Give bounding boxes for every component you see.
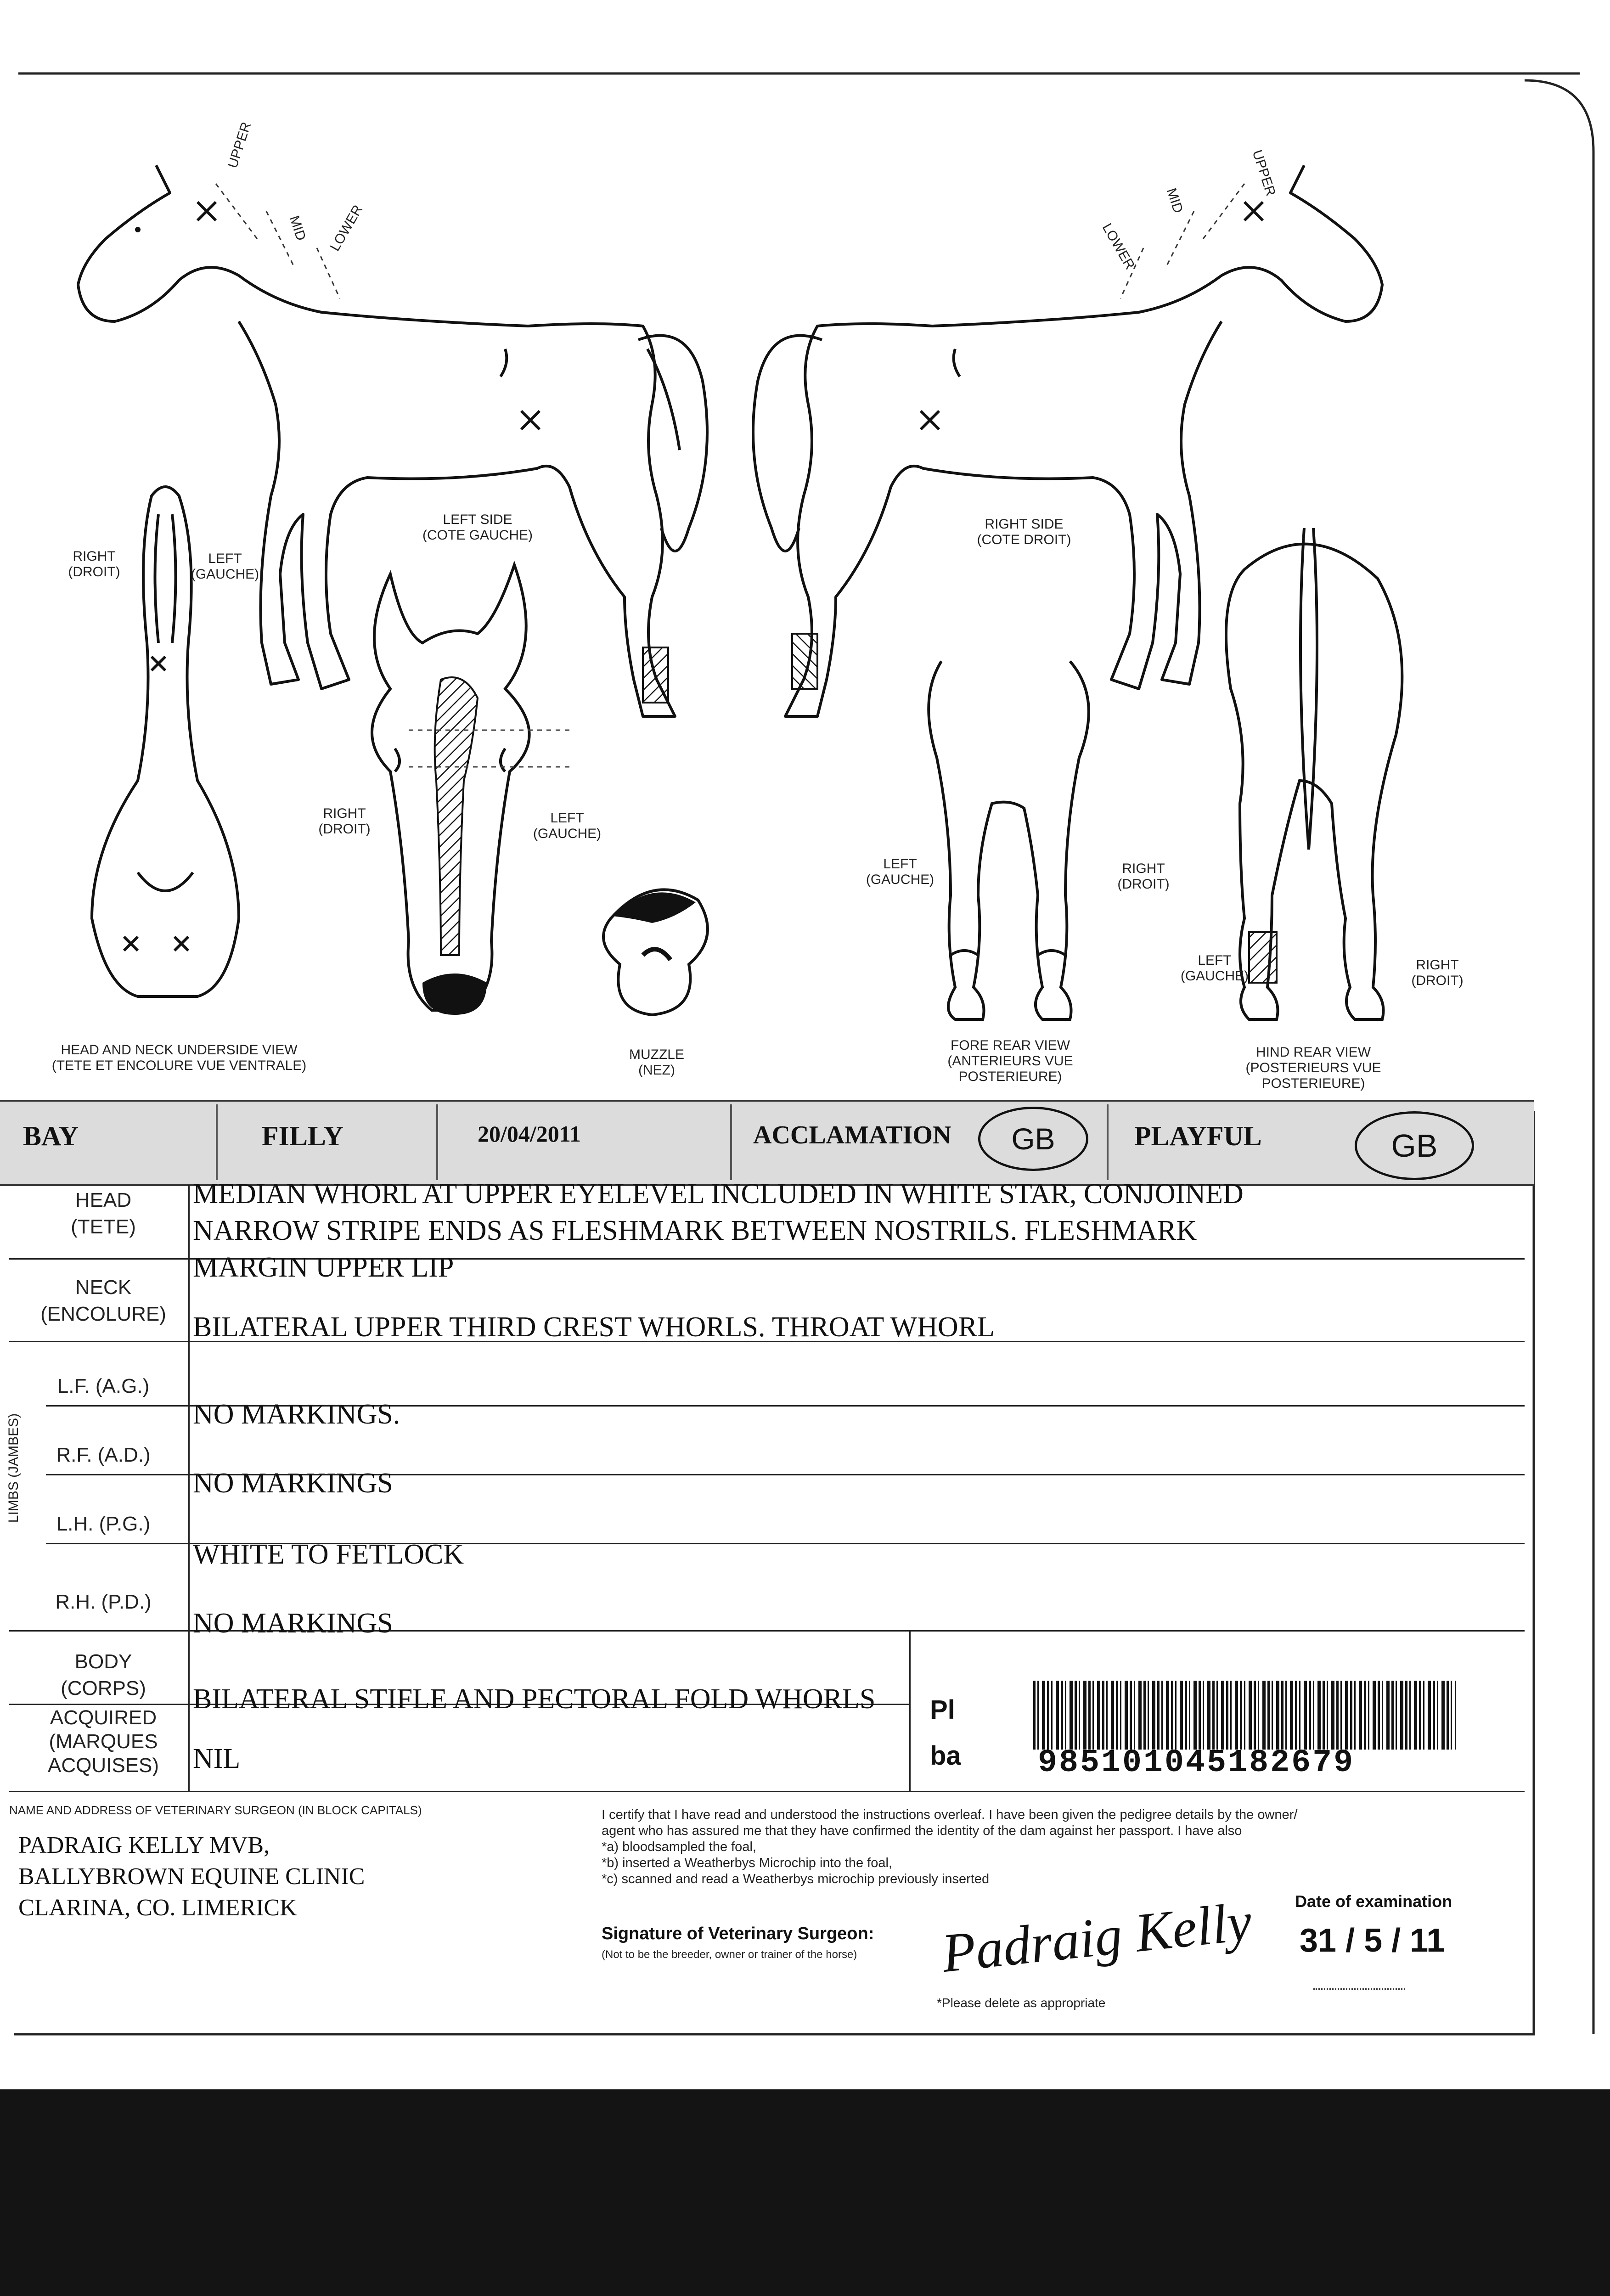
fore-rear-left-label: LEFT (GAUCHE) — [866, 856, 934, 887]
neck-markings-text: BILATERAL UPPER THIRD CREST WHORLS. THROAT WHORL — [193, 1311, 995, 1343]
fore-rear-right-label: RIGHT (DROIT) — [1117, 861, 1170, 892]
right-side-label: RIGHT SIDE (COTE DROIT) — [977, 517, 1071, 547]
rh-label: R.H. (P.D.) — [55, 1591, 152, 1613]
lh-label: L.H. (P.G.) — [56, 1513, 151, 1535]
rh-markings-text: NO MARKINGS — [193, 1608, 393, 1639]
fore-rear-view-outline — [929, 661, 1089, 1019]
microchip-label-1: Pl — [930, 1695, 955, 1725]
date-underline — [1313, 1988, 1405, 1990]
dam-value: PLAYFUL — [1134, 1121, 1262, 1151]
microchip-barcode — [1033, 1681, 1456, 1750]
hind-rear-left-label: LEFT (GAUCHE) — [1180, 953, 1249, 984]
delete-note: *Please delete as appropriate — [937, 1996, 1106, 2010]
signature-note: (Not to be the breeder, owner or trainer of the horse) — [602, 1948, 857, 1961]
sex-value: FILLY — [262, 1121, 343, 1151]
muzzle-caption: MUZZLE (NEZ) — [629, 1047, 684, 1078]
neck-mid-label-left: MID — [286, 214, 309, 243]
neck-label: NECK (ENCOLURE) — [40, 1276, 166, 1325]
horse-right-side-outline — [753, 165, 1382, 716]
sire-country-suffix: GB — [978, 1107, 1088, 1171]
left-side-hind-white-fetlock — [643, 647, 668, 703]
dob-value: 20/04/2011 — [478, 1121, 581, 1147]
underside-right-label: RIGHT (DROIT) — [68, 549, 120, 580]
muzzle-diagram — [603, 890, 708, 1015]
fleshmark-nostrils — [422, 974, 487, 1015]
acquired-label: ACQUIRED (MARQUES ACQUISES) — [47, 1706, 159, 1777]
underside-whorl-marks — [124, 657, 188, 951]
fore-rear-caption: FORE REAR VIEW (ANTERIEURS VUE POSTERIEURE) — [947, 1038, 1073, 1084]
microchip-label-2: ba — [930, 1741, 961, 1771]
vet-address: PADRAIG KELLY MVB, BALLYBROWN EQUINE CLINIC CLARINA, CO. LIMERICK — [18, 1832, 365, 1921]
scan-dark-band — [0, 2089, 1610, 2296]
rf-markings-text: NO MARKINGS — [193, 1468, 393, 1499]
limbs-label: LIMBS (JAMBES) — [6, 1413, 21, 1523]
neck-divider-left — [216, 184, 340, 298]
body-label: BODY (CORPS) — [61, 1650, 146, 1699]
left-side-label: LEFT SIDE (COTE GAUCHE) — [422, 512, 533, 543]
hind-rear-right-label: RIGHT (DROIT) — [1411, 957, 1464, 988]
front-head-right-label: RIGHT (DROIT) — [318, 806, 371, 837]
front-head-left-label: LEFT (GAUCHE) — [533, 810, 602, 841]
eye-level-guides — [409, 730, 569, 767]
vet-heading: NAME AND ADDRESS OF VETERINARY SURGEON (IN BLOCK CAPITALS) — [9, 1803, 422, 1817]
colour-value: BAY — [23, 1121, 79, 1151]
neck-lower-label-right: LOWER — [1099, 220, 1138, 272]
lh-markings-text: WHITE TO FETLOCK — [193, 1539, 464, 1570]
neck-upper-label-left: UPPER — [225, 120, 254, 170]
neck-upper-label-right: UPPER — [1249, 148, 1278, 198]
acquired-markings-text: NIL — [193, 1743, 241, 1774]
vet-signature: Padraig Kelly — [939, 1891, 1255, 1984]
rf-label: R.F. (A.D.) — [56, 1444, 151, 1466]
dam-country-suffix: GB — [1355, 1111, 1474, 1180]
microchip-number: 985101045182679 — [1038, 1745, 1355, 1781]
underside-left-label: LEFT (GAUCHE) — [191, 551, 259, 582]
signature-label: Signature of Veterinary Surgeon: — [602, 1924, 874, 1943]
head-markings-text: MEDIAN WHORL AT UPPER EYELEVEL INCLUDED IN WHITE STAR, CONJOINED NARROW STRIPE ENDS AS FLESHMARK BETWEEN NOSTRILS. FLESHMARK MARGIN UPPER LIP — [193, 1178, 1244, 1283]
neck-lower-label-left: LOWER — [327, 202, 366, 254]
certification-text: I certify that I have read and understood the instructions overleaf. I have been given the pedigree details by the owner/ agent who has assured me that they have confirmed the identity of the dam against her passport. I have also *a) bloodsampled the foal, *b) inserted a Weatherbys Microchip into the foal, *c) scanned and read a Weatherbys microchip previously inserted — [602, 1807, 1298, 1886]
date-value: 31 / 5 / 11 — [1300, 1922, 1445, 1959]
label-column-divider — [188, 1185, 190, 1791]
date-label: Date of examination — [1295, 1892, 1452, 1911]
lf-label: L.F. (A.G.) — [57, 1375, 150, 1397]
white-star-stripe — [435, 677, 478, 955]
head-underside-caption: HEAD AND NECK UNDERSIDE VIEW (TETE ET ENCOLURE VUE VENTRALE) — [51, 1042, 307, 1073]
neck-mid-label-right: MID — [1163, 186, 1186, 215]
hind-rear-caption: HIND REAR VIEW (POSTERIEURS VUE POSTERIEURE) — [1245, 1045, 1381, 1091]
lf-markings-text: NO MARKINGS. — [193, 1399, 400, 1430]
sire-value: ACCLAMATION — [753, 1121, 951, 1149]
body-markings-text: BILATERAL STIFLE AND PECTORAL FOLD WHORLS — [193, 1683, 876, 1715]
head-label: HEAD (TETE) — [71, 1189, 136, 1238]
